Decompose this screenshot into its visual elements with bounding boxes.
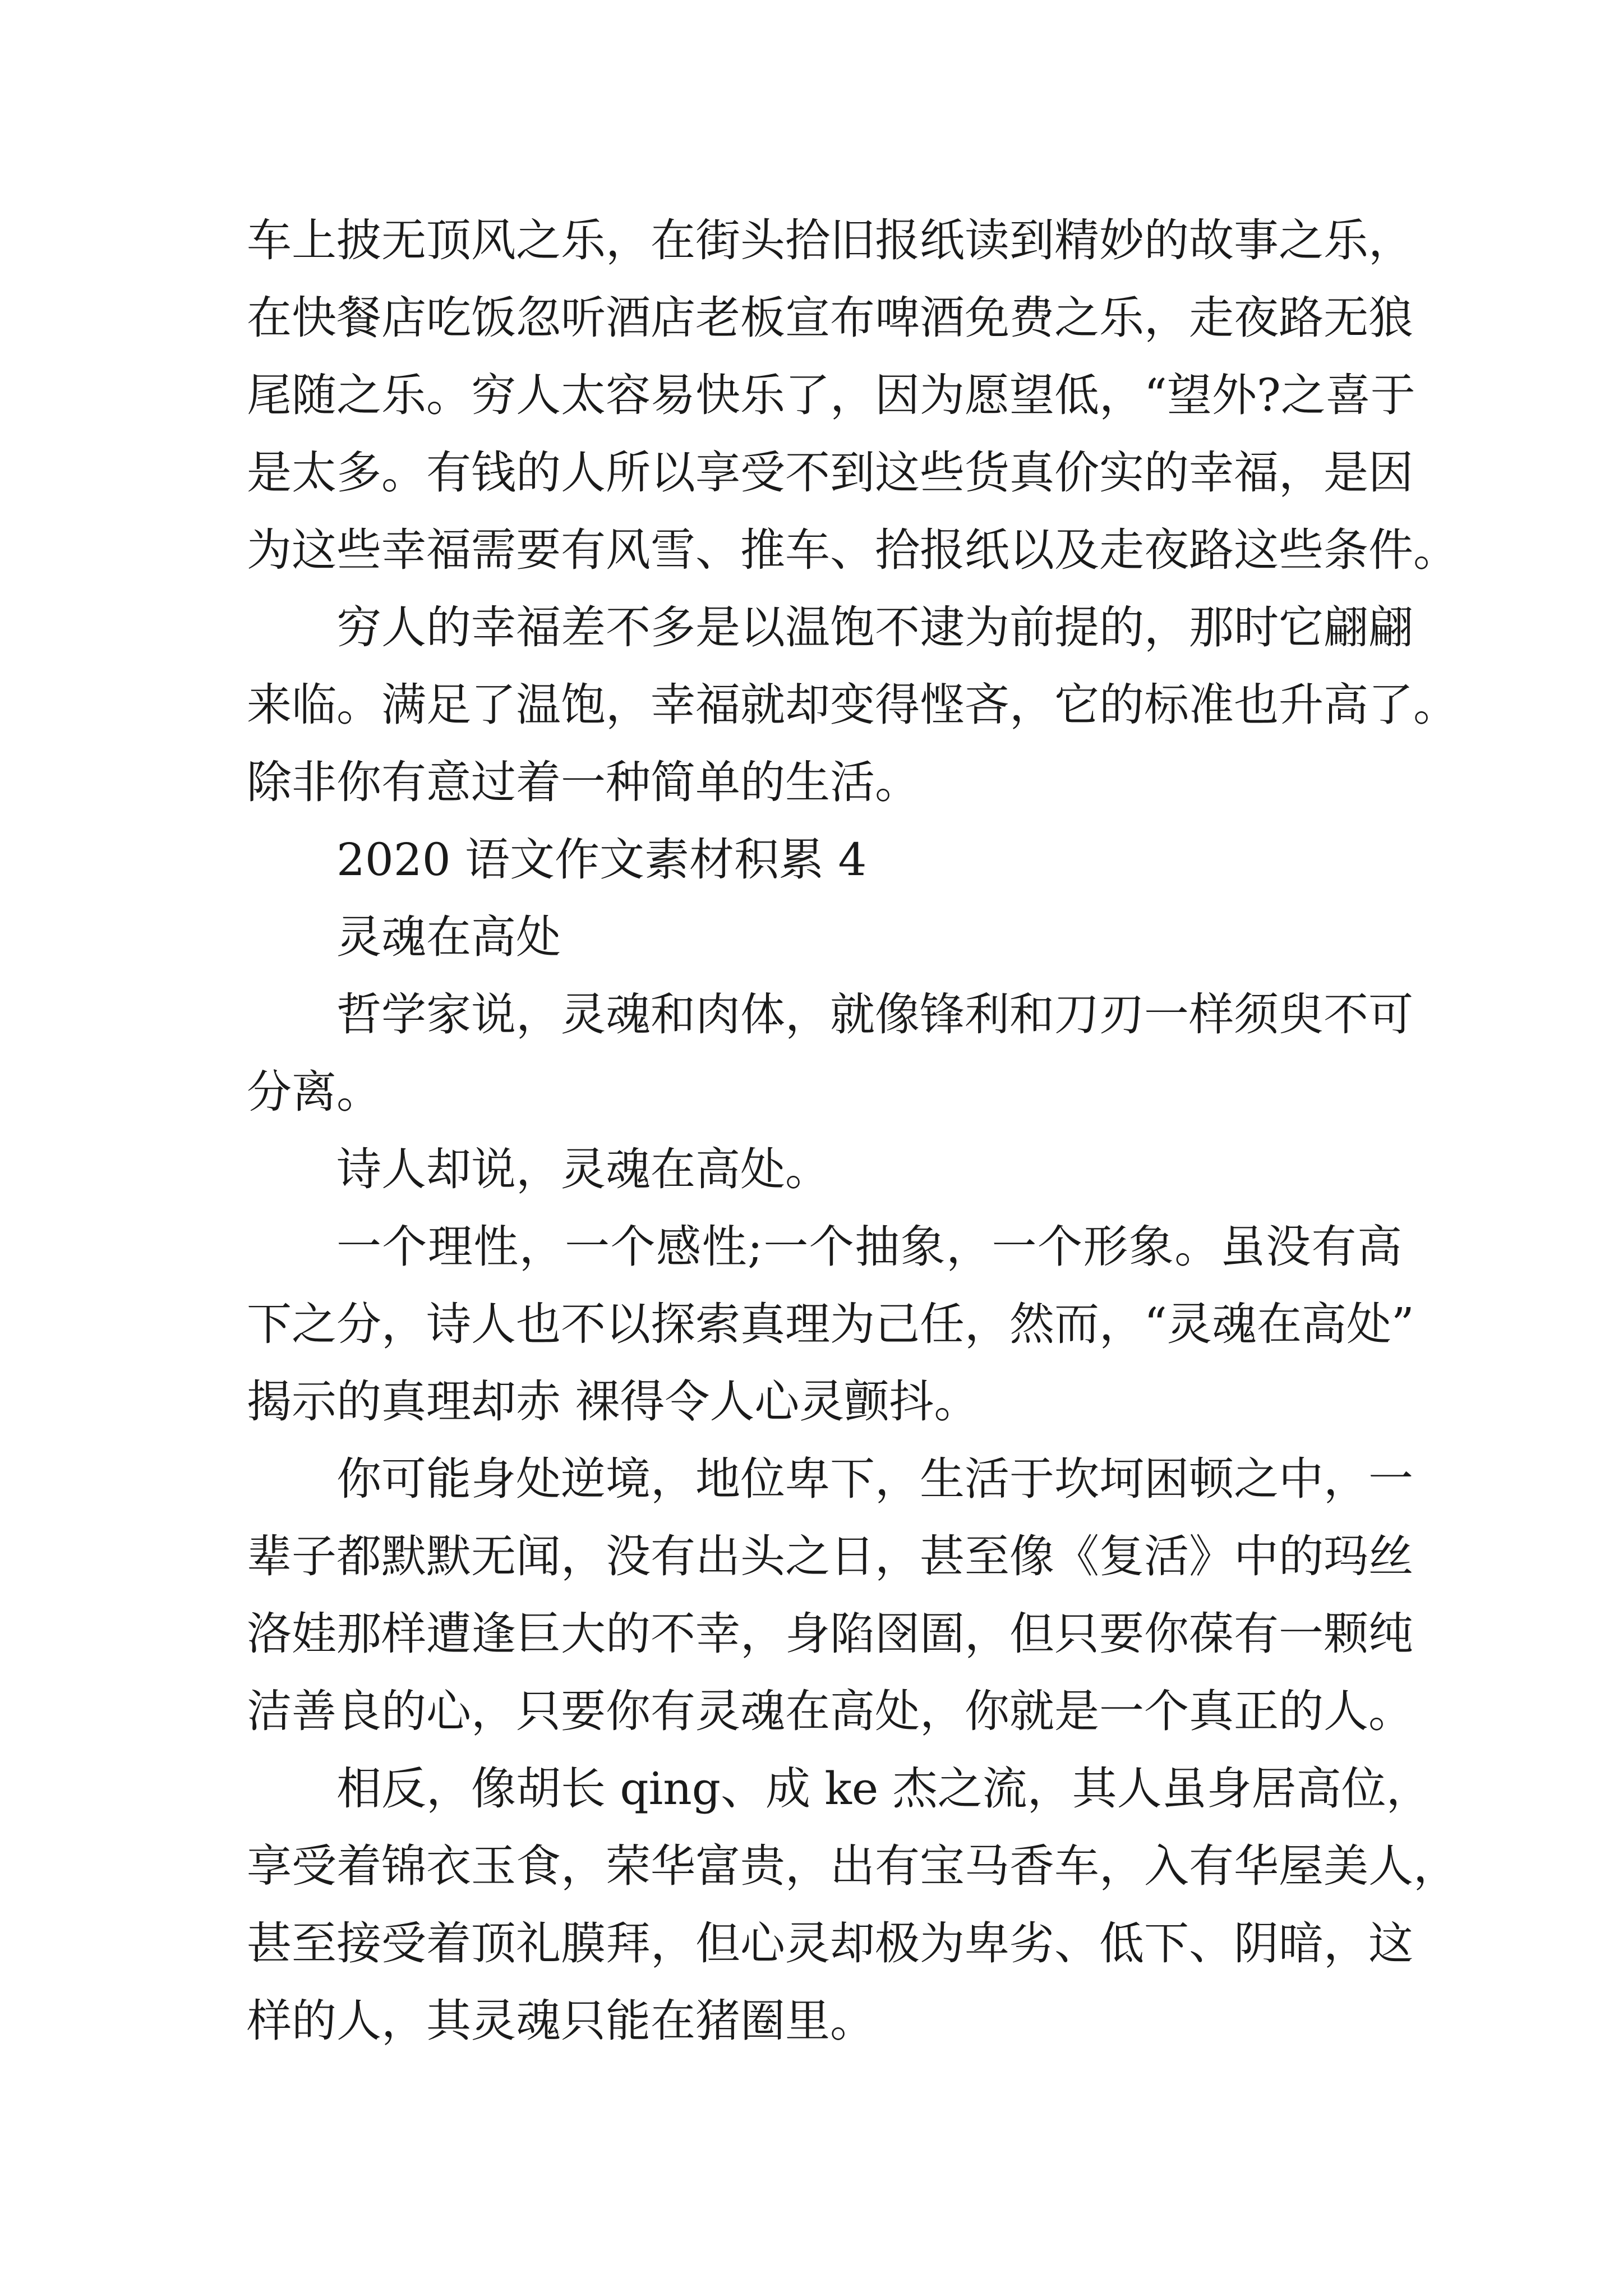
text-line: 灵魂在高处 (336, 911, 561, 963)
text-line: 洛娃那样遭逢巨大的不幸，身陷囹圄，但只要你葆有一颗纯 (247, 1608, 1413, 1660)
text-line: 享受着锦衣玉食，荣华富贵，出有宝马香车，入有华屋美人， (247, 1840, 1458, 1892)
paragraph (247, 589, 1458, 821)
paragraph (247, 1131, 1402, 1208)
text-line: 甚至接受着顶礼膜拜，但心灵却极为卑劣、低下、阴暗，这 (247, 1917, 1413, 1970)
paragraph (247, 899, 1402, 976)
paragraph (247, 1208, 1414, 1441)
text-line: 来临。满足了温饱，幸福就却变得悭吝，它的标准也升高了。 (247, 679, 1458, 731)
paragraph (247, 1750, 1458, 2060)
text-line: 在快餐店吃饭忽听酒店老板宣布啤酒免费之乐，走夜路无狼 (247, 292, 1413, 344)
text-line: 分离。 (247, 1066, 381, 1118)
text-line: 除非你有意过着一种简单的生活。 (247, 756, 920, 808)
document-page (247, 202, 1458, 2060)
paragraph (247, 821, 1402, 899)
text-line: 揭示的真理却赤 裸得令人心灵颤抖。 (247, 1375, 979, 1428)
text-line: 2020 语文作文素材积累 4 (336, 834, 867, 886)
text-line: 哲学家说，灵魂和肉体，就像锋利和刀刃一样须臾不可 (336, 988, 1413, 1041)
text-line: 样的人，其灵魂只能在猪圈里。 (247, 1995, 875, 2047)
text-line: 辈子都默默无闻，没有出头之日，甚至像《复活》中的玛丝 (247, 1530, 1413, 1582)
text-line: 一个理性，一个感性;一个抽象，一个形象。虽没有高 (336, 1221, 1402, 1273)
text-line: 你可能身处逆境，地位卑下，生活于坎坷困顿之中，一 (336, 1453, 1413, 1505)
text-line: 是太多。有钱的人所以享受不到这些货真价实的幸福，是因 (247, 447, 1413, 499)
text-line: 车上披无顶风之乐，在街头拾旧报纸读到精妙的故事之乐， (247, 214, 1413, 266)
paragraph (247, 202, 1458, 589)
text-line: 洁善良的心，只要你有灵魂在高处，你就是一个真正的人。 (247, 1685, 1413, 1737)
text-line: 尾随之乐。穷人太容易快乐了，因为愿望低，“望外?之喜于 (247, 369, 1415, 421)
paragraph (247, 976, 1413, 1131)
paragraph (247, 1441, 1413, 1750)
text-line: 为这些幸福需要有风雪、推车、拾报纸以及走夜路这些条件。 (247, 524, 1458, 576)
text-line: 相反，像胡长 qing、成 ke 杰之流，其人虽身居高位， (336, 1763, 1431, 1815)
text-line: 穷人的幸福差不多是以温饱不逮为前提的，那时它翩翩 (336, 601, 1413, 654)
text-line: 诗人却说，灵魂在高处。 (336, 1143, 830, 1195)
text-line: 下之分，诗人也不以探索真理为己任，然而，“灵魂在高处” (247, 1298, 1414, 1350)
